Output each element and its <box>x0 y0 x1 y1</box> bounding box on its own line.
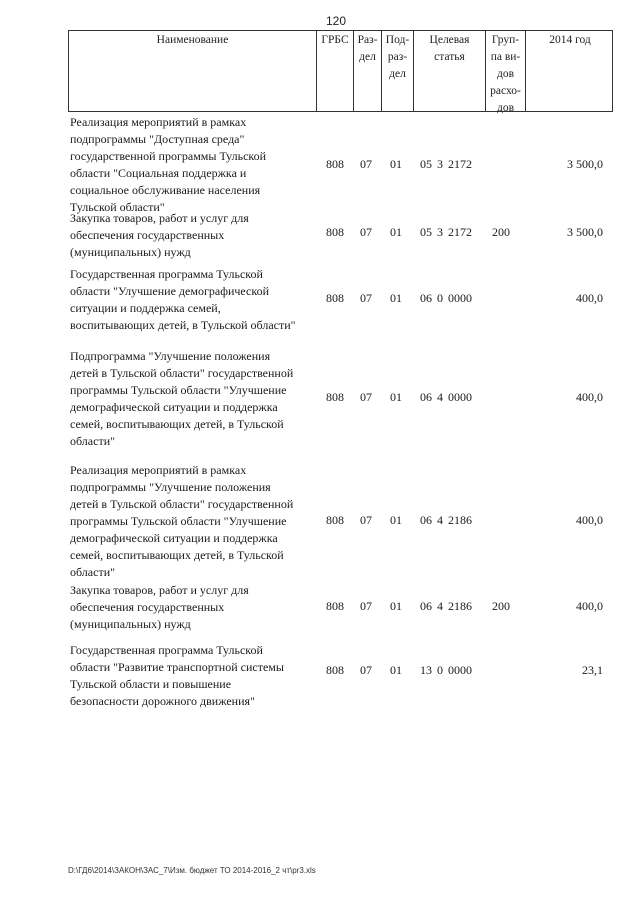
row-celevaya-statya: 06 4 0000 <box>420 390 472 404</box>
header-gruppa-vidov-rashodov: Груп- па ви- дов расхо- дов <box>485 31 525 111</box>
row-grbs: 808 <box>326 513 344 527</box>
header-grbs: ГРБС <box>316 31 353 111</box>
row-gruppa: 200 <box>492 599 510 613</box>
row-celevaya-statya: 13 0 0000 <box>420 663 472 677</box>
row-name: Государственная программа Тульской области "Улучшение демографической ситуации и поддержка семей, воспитывающих детей, в Тульской области" <box>70 267 296 332</box>
row-amount: 400,0 <box>576 390 603 404</box>
row-name: Реализация мероприятий в рамках подпрограммы "Улучшение положения детей в Тульской области" государственной программы Тульской области "Улучшение демографической ситуации и поддержка семей, воспитывающих детей, в Тульской области" <box>70 463 294 579</box>
row-podrazdel: 01 <box>390 390 402 404</box>
row-razdel: 07 <box>360 291 372 305</box>
row-grbs: 808 <box>326 291 344 305</box>
row-grbs: 808 <box>326 599 344 613</box>
row-gruppa: 200 <box>492 225 510 239</box>
row-amount: 400,0 <box>576 513 603 527</box>
row-razdel: 07 <box>360 390 372 404</box>
row-podrazdel: 01 <box>390 157 402 171</box>
row-celevaya-statya: 06 0 0000 <box>420 291 472 305</box>
file-path-footer: D:\ГД6\2014\ЗАКОН\ЗАС_7\Изм. бюджет ТО 2014-2016_2 чт\pr3.xls <box>68 866 316 875</box>
header-podrazdel: Под- раз- дел <box>381 31 413 111</box>
row-razdel: 07 <box>360 157 372 171</box>
row-grbs: 808 <box>326 663 344 677</box>
row-podrazdel: 01 <box>390 225 402 239</box>
row-name: Закупка товаров, работ и услуг для обеспечения государственных (муниципальных) нужд <box>70 211 249 259</box>
row-razdel: 07 <box>360 225 372 239</box>
row-razdel: 07 <box>360 599 372 613</box>
row-podrazdel: 01 <box>390 513 402 527</box>
row-amount: 3 500,0 <box>567 157 603 171</box>
row-grbs: 808 <box>326 225 344 239</box>
header-celevaya-statya: Целевая статья <box>413 31 485 111</box>
row-name: Закупка товаров, работ и услуг для обеспечения государственных (муниципальных) нужд <box>70 583 249 631</box>
row-name: Реализация мероприятий в рамках подпрограммы "Доступная среда" государственной программы Тульской области "Социальная поддержка и социальное обслуживание населения Тульской области" <box>70 115 267 214</box>
row-razdel: 07 <box>360 663 372 677</box>
header-razdel: Раз- дел <box>353 31 381 111</box>
header-year: 2014 год <box>525 31 614 111</box>
header-name: Наименование <box>156 34 229 46</box>
page-number: 120 <box>326 14 347 28</box>
row-amount: 400,0 <box>576 291 603 305</box>
row-amount: 3 500,0 <box>567 225 603 239</box>
row-amount: 400,0 <box>576 599 603 613</box>
row-grbs: 808 <box>326 390 344 404</box>
row-celevaya-statya: 06 4 2186 <box>420 599 472 613</box>
row-celevaya-statya: 06 4 2186 <box>420 513 472 527</box>
row-podrazdel: 01 <box>390 663 402 677</box>
row-celevaya-statya: 05 3 2172 <box>420 225 472 239</box>
budget-table <box>68 30 613 708</box>
row-name: Государственная программа Тульской области "Развитие транспортной системы Тульской области и повышение безопасности дорожного движения" <box>70 643 284 708</box>
row-razdel: 07 <box>360 513 372 527</box>
row-podrazdel: 01 <box>390 291 402 305</box>
table-header <box>68 30 613 112</box>
row-celevaya-statya: 05 3 2172 <box>420 157 472 171</box>
row-name: Подпрограмма "Улучшение положения детей в Тульской области" государственной программы Тульской области "Улучшение демографической ситуации и поддержка семей, воспитывающих детей, в Тульской области" <box>70 349 294 448</box>
row-grbs: 808 <box>326 157 344 171</box>
row-podrazdel: 01 <box>390 599 402 613</box>
row-amount: 23,1 <box>582 663 603 677</box>
